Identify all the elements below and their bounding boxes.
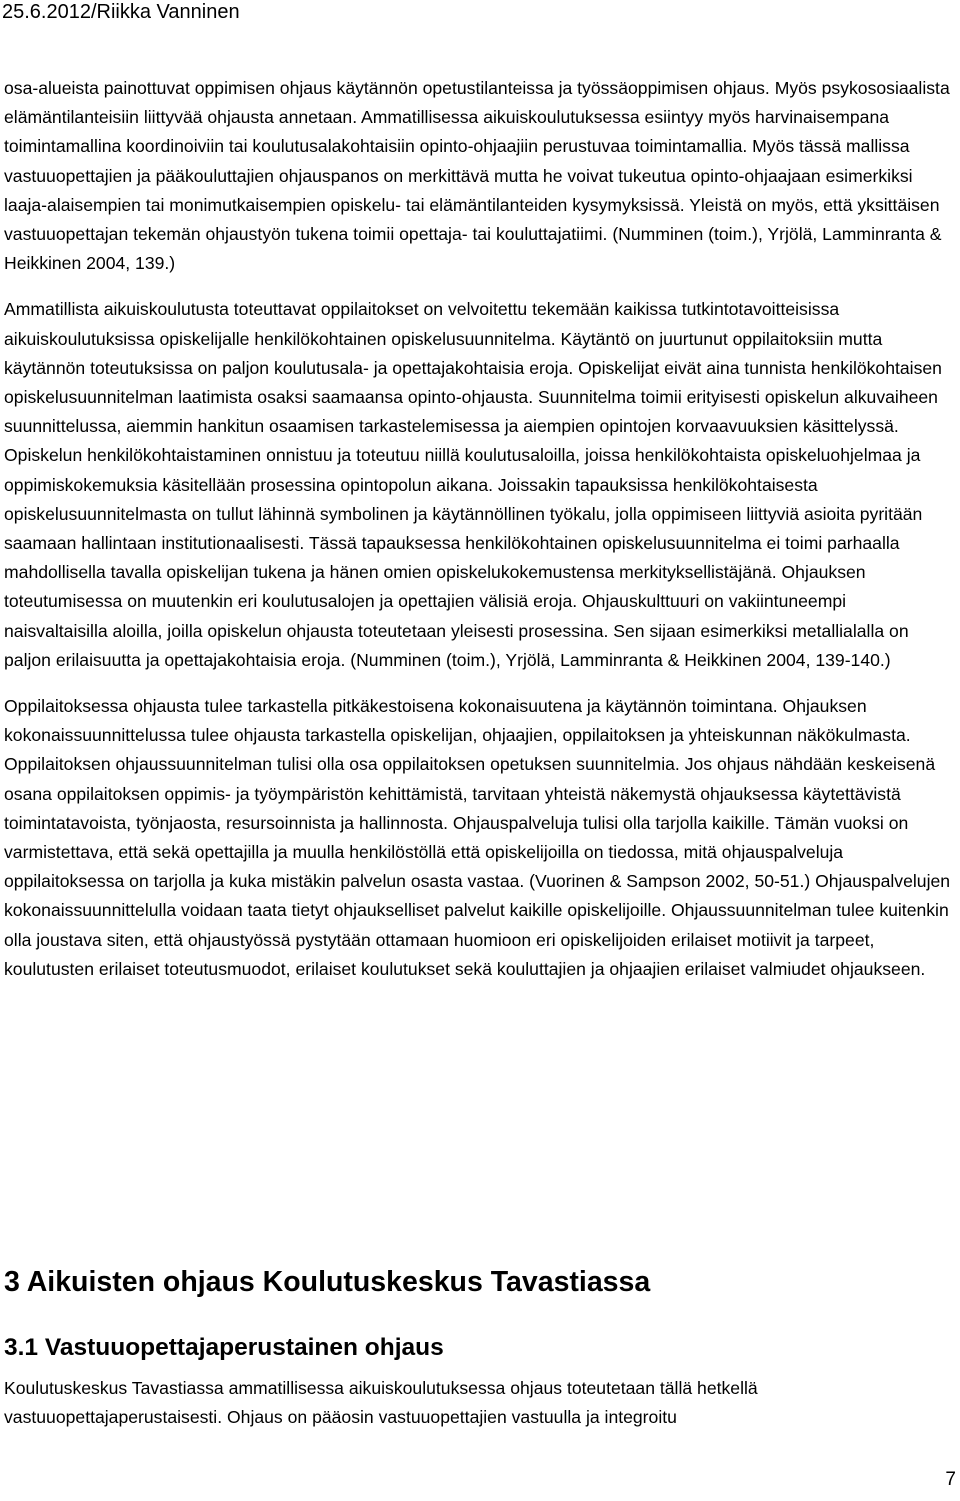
paragraph: osa-alueista painottuvat oppimisen ohjaus käytännön opetustilanteissa ja työssäoppimisen ohjaus. Myös psykososiaalista elämäntilanteisiin liittyvää ohjausta annetaan. Ammatillisessa aikuiskoulutuksessa esiintyy myös harvinaisempana toimintamallina koordinoiviin tai koulutusalakohtaisiin opinto-ohjaajiin perustuvaa toimintamallia. Myös tässä mallissa vastuuopettajien ja pääkouluttajien ohjauspanos on merkittävä mutta he voivat tukeutua opinto-ohjaajaan esimerkiksi laaja-alaisempien tai monimutkaisempien opiskelu- tai elämäntilanteiden kysymyksissä. Yleistä on myös, että yksittäisen vastuuopettajan tekemän ohjaustyön tukena toimii opettaja- tai kouluttajatiimi. (Numminen (toim.), Yrjölä, Lamminranta & Heikkinen 2004, 139.) — [4, 78, 950, 274]
paragraph: Ammatillista aikuiskoulutusta toteuttavat oppilaitokset on velvoitettu tekemään kaikissa tutkintotavoitteisissa aikuiskoulutuksissa opiskelijalle henkilökohtainen opiskelusuunnitelma. Käytäntö on juurtunut oppilaitoksiin mutta käytännön toteutuksissa on paljon koulutusala- ja opettajakohtaisia eroja. Opiskelijat eivät aina tunnista henkilökohtaisen opiskelusuunnitelman laatimista osaksi saamaansa opinto-ohjausta. Suunnitelma toimii erityisesti opiskelun alkuvaiheen suunnittelussa, aiemmin hankitun osaamisen tarkastelemisessa ja aiempien opintojen korvaavuuksien käsittelyssä. Opiskelun henkilökohtaistaminen onnistuu ja toteutuu niillä koulutusaloilla, joissa henkilökohtaista opiskeluohjelmaa ja oppimiskokemuksia käsitellään prosessina opintopolun aikana. Joissakin tapauksissa henkilökohtaisesta opiskelusuunnitelmasta on tullut lähinnä symbolinen ja käytännöllinen työkalu, jolla oppimiseen liittyviä asioita pyritään saamaan hallintaan institutionaalisesti. Tässä tapauksessa henkilökohtainen opiskelusuunnitelma ei toimi parhaalla mahdollisella tavalla opiskelijan tukena ja hänen omien opiskelukokemustensa merkityksellistäjänä. Ohjauksen toteutumisessa on muutenkin eri koulutusalojen ja opettajien välisiä eroja. Ohjauskulttuuri on vakiintuneempi naisvaltaisilla aloilla, joilla opiskelun ohjausta toteutetaan yleisesti prosessina. Sen sijaan esimerkiksi metallialalla on paljon erilaisuutta ja opettajakohtaisia eroja. (Numminen (toim.), Yrjölä, Lamminranta & Heikkinen 2004, 139-140.) — [4, 299, 942, 670]
body-text — [4, 74, 952, 984]
chapter-heading: 3 Aikuisten ohjaus Koulutuskeskus Tavastiassa — [4, 1266, 651, 1298]
paragraph: Oppilaitoksessa ohjausta tulee tarkastella pitkäkestoisena kokonaisuutena ja käytännön toimintana. Ohjauksen kokonaissuunnittelussa tulee ohjausta tarkastella opiskelijan, ohjaajien, oppilaitoksen ja yhteiskunnan näkökulmasta. Oppilaitoksen ohjaussuunnitelman tulisi olla osa oppilaitoksen opetuksen suunnitelmia. Jos ohjaus nähdään keskeisenä osana oppilaitoksen oppimis- ja työympäristön kehittämistä, tarvitaan yhteistä näkemystä ohjauksessa käytettävistä toimintatavoista, työnjaosta, resursoinnista ja hallinnosta. Ohjauspalveluja tulisi olla tarjolla kaikille. Tämän vuoksi on varmistettava, että sekä opettajilla ja muulla henkilöstöllä että opiskelijoilla on tiedossa, mitä ohjauspalveluja oppilaitoksessa on tarjolla ja kuka mistäkin palvelun osasta vastaa. (Vuorinen & Sampson 2002, 50-51.) Ohjauspalvelujen kokonaissuunnittelulla voidaan taata tietyt ohjaukselliset palvelut kaikille opiskelijoille. Ohjaussuunnitelman tulee kuitenkin olla joustava siten, että ohjaustyössä pystytään ottamaan huomioon eri opiskelijoiden erilaiset motiivit ja tarpeet, koulutusten erilaiset toteutusmuodot, erilaiset koulutukset sekä kouluttajien ja ohjaajien erilaiset valmiudet ohjaukseen. — [4, 696, 951, 979]
page-header: 25.6.2012/Riikka Vanninen — [2, 1, 240, 23]
section-heading: 3.1 Vastuuopettajaperustainen ohjaus — [4, 1334, 444, 1361]
page-number: 7 — [945, 1469, 956, 1490]
paragraph: Koulutuskeskus Tavastiassa ammatillisessa aikuiskoulutuksessa ohjaus toteutetaan tällä hetkellä vastuuopettajaperustaisesti. Ohjaus on pääosin vastuuopettajien vastuulla ja integroitu — [4, 1378, 758, 1428]
